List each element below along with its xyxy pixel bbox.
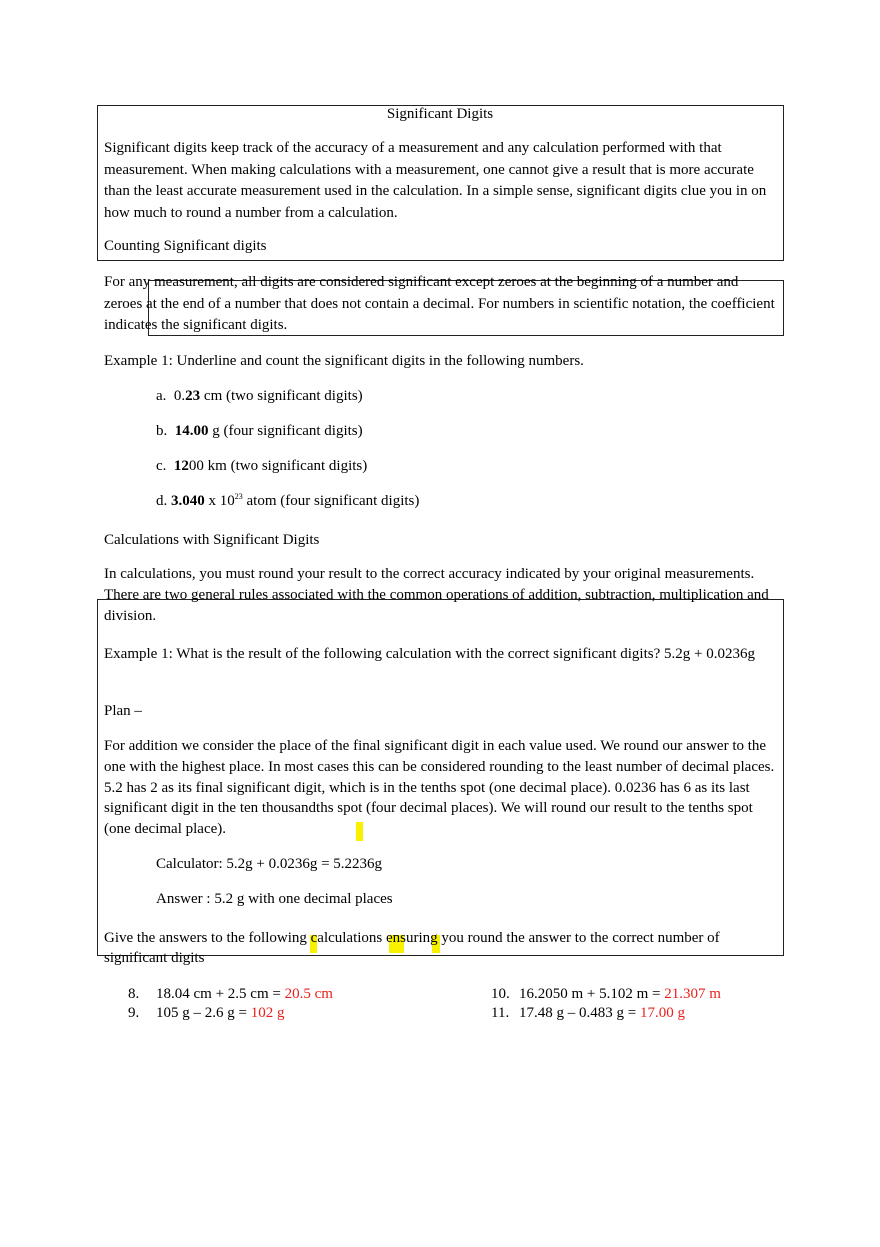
answer-line: Answer : 5.2 g with one decimal places [156,891,393,907]
list-item-c: c. 1200 km (two significant digits) [156,458,368,474]
exercise-answer: 20.5 cm [284,986,333,1002]
exercise-answer: 102 g [250,1005,285,1021]
calculations-heading: Calculations with Significant Digits [104,532,320,548]
exercise-item: 9. 105 g – 2.6 g = 102 g [128,1005,285,1021]
exercise-item: 11. 17.48 g – 0.483 g = 17.00 g [491,1005,685,1021]
exercise-answer: 17.00 g [639,1005,685,1021]
calculations-intro: In calculations, you must round your result to the correct accuracy indicated by your original measurements. There are two general rules associated with the common operations of addition, subtraction, multiplication and division. [104,566,769,624]
intro-paragraph: Significant digits keep track of the accuracy of a measurement and any calculation performed with that measurement. When making calculations with a measurement, one cannot give a result that is more accurate than the least accurate measurement used in the calculation. In a simple sense, significant digits clue you in on how much to round a number from a calculation. [104,140,767,221]
plan-paragraph: For addition we consider the place of the final significant digit in each value used. We round our answer to the one with the highest place. In most cases this can be considered rounding to the least number of decimal places. 5.2 has 2 as its final significant digit, which is in the tenths spot (one decimal place). 0.0236 has 6 as its last significant digit in the ten thousandths spot (four decimal places). We will round our result to the tenths spot (one decimal place). [104,738,775,838]
exercise-prompt: Give the answers to the following calculations ensuring you round the answer to the correct number of significant digits [104,930,720,966]
list-item-a: a. 0.23 cm (two significant digits) [156,388,363,404]
counting-heading: Counting Significant digits [104,238,267,254]
exercise-item: 8. 18.04 cm + 2.5 cm = 20.5 cm [128,986,333,1002]
example2-prompt: Example 1: What is the result of the following calculation with the correct significant digits? 5.2g + 0.0236g [104,646,755,662]
calculator-line: Calculator: 5.2g + 0.0236g = 5.2236g [156,856,383,872]
page-title: Significant Digits [386,106,494,122]
list-item-b: b. 14.00 g (four significant digits) [156,423,363,439]
list-item-d: d. 3.040 x $10^{23}$ atom (four significant digits) [156,492,420,509]
exercise-item: 10. 16.2050 m + 5.102 m = 21.307 m [491,986,721,1002]
counting-rule-paragraph: For any measurement, all digits are considered significant except zeroes at the beginning of a number and zeroes at the end of a number that does not contain a decimal. For numbers in scientific notation, the coefficient indicates the significant digits. [104,274,775,333]
exercise-answer: 21.307 m [664,986,721,1002]
example1-prompt: Example 1: Underline and count the significant digits in the following numbers. [104,353,584,369]
plan-label: Plan – [104,703,142,719]
